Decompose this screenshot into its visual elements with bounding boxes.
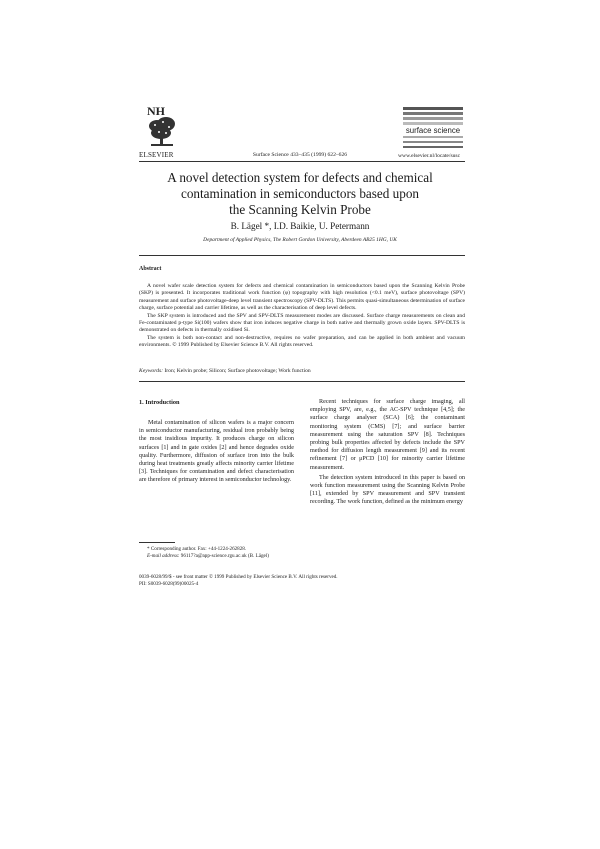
title-line: contamination in semiconductors based upon — [180, 186, 420, 201]
abstract-heading: Abstract — [139, 266, 162, 272]
right-column — [310, 398, 465, 507]
email-address: 96117?a@app-science.rgu.ac.uk (B. Lägel) — [180, 553, 269, 560]
corresponding-author: * Corresponding author. Fax: +44-1224-262828. — [147, 546, 247, 552]
article-title — [140, 170, 460, 218]
keywords-text: Iron; Kelvin probe; Silicon; Surface photovoltage; Work function — [164, 368, 311, 374]
journal-reference: Surface Science 433–435 (1999) 622–626 — [252, 152, 348, 158]
issn-line: 0039-6028/99/$ - see front matter © 1999 Published by Elsevier Science B.V. All rights reserved. — [139, 574, 338, 580]
body-paragraph: The detection system introduced in this paper is based on work function measurement using the Scanning Kelvin Probe [11], extended by SPV measurement and SPV transient recording. The work function, defined as the minimum energy — [310, 474, 465, 506]
header-divider — [139, 161, 465, 162]
pii-line: PII: S0039-6028(99)00025-4 — [139, 581, 199, 588]
abstract-paragraph: The system is both non-contact and non-destructive, requires no wafer preparation, and can be applied in both ambient and vacuum environments. © 1999 Published by Elsevier Science B.V. All rights reserved. — [139, 334, 465, 349]
abstract-body — [139, 283, 465, 350]
body-paragraph: Metal contamination of silicon wafers is a major concern in semiconductor manufacturing, residual iron probably being the most insidious impurity. It produces charge on silicon surfaces [1] and in gate oxides [2] and hence degrades oxide quality. Furthermore, diffusion of surface iron into the bulk during heat treatments greatly affects minority carrier lifetime [3]. Techniques for contamination and defect characterisation are therefore of primary interest in semiconductor technology. — [139, 420, 294, 484]
svg-text:NH: NH — [147, 104, 165, 118]
abstract-paragraph: A novel wafer scale detection system for defects and chemical contamination in semiconductors based upon the Scanning Kelvin Probe (SKP) is presented. It incorporates traditional work function (φ) topography with high resolution (<0.1 meV), surface photovoltage (SPV) measurement and surface photovoltage-deep level transient spectroscopy (SPV-DLTS). This permits quasi-simultaneous determination of surface charge, surface potential and carrier lifetime, as well as the characterisation of deep level defects. — [139, 283, 465, 312]
authors: B. Lägel *, I.D. Baikie, U. Petermann — [230, 221, 370, 231]
front-matter-info — [139, 574, 465, 589]
email-label: E-mail address: — [147, 553, 180, 560]
journal-logo-text: surface science — [405, 126, 461, 135]
title-line: A novel detection system for defects and chemical — [167, 170, 433, 185]
abstract-paragraph: The SKP system is introduced and the SPV and SPV-DLTS measurement modes are discussed. Surface charge measurements on clean and Fe-contaminated p-type Si(100) wafers show that iron induces negative charge in both native and thermally grown oxide layers. SPV-DLTS is demonstrated on defects in thermally oxidised Si. — [139, 312, 465, 334]
keywords — [139, 368, 465, 374]
left-column — [139, 419, 294, 485]
abstract-top-rule — [139, 255, 465, 256]
keywords-label: Keywords: — [139, 368, 164, 374]
journal-url: www.elsevier.nl/locate/susc — [398, 153, 461, 159]
footnote — [139, 546, 299, 560]
footnote-rule — [139, 542, 175, 543]
section-heading: 1. Introduction — [139, 399, 180, 406]
abstract-bottom-rule — [139, 381, 465, 382]
body-paragraph: Recent techniques for surface charge imaging, all employing SPV, are, e.g., the AC-SPV technique [4,5]; the surface charge analyser (SCA) [6]; the contaminant monitoring system (CMS) [7]; and surface barrier measurement using the saturation SPV [8]. Techniques probing bulk properties affected by defects include the SPV method for diffusion length measurement [9] and its recent refinement [7] or μPCD [10] for minority carrier lifetime measurement. — [310, 399, 465, 471]
email-line — [139, 553, 299, 560]
publisher-name: ELSEVIER — [139, 151, 174, 159]
title-line: the Scanning Kelvin Probe — [229, 202, 371, 217]
affiliation: Department of Applied Physics, The Robert Gordon University, Aberdeen AB25 1HG, UK — [203, 237, 397, 243]
north-holland-tree-logo — [143, 104, 183, 148]
